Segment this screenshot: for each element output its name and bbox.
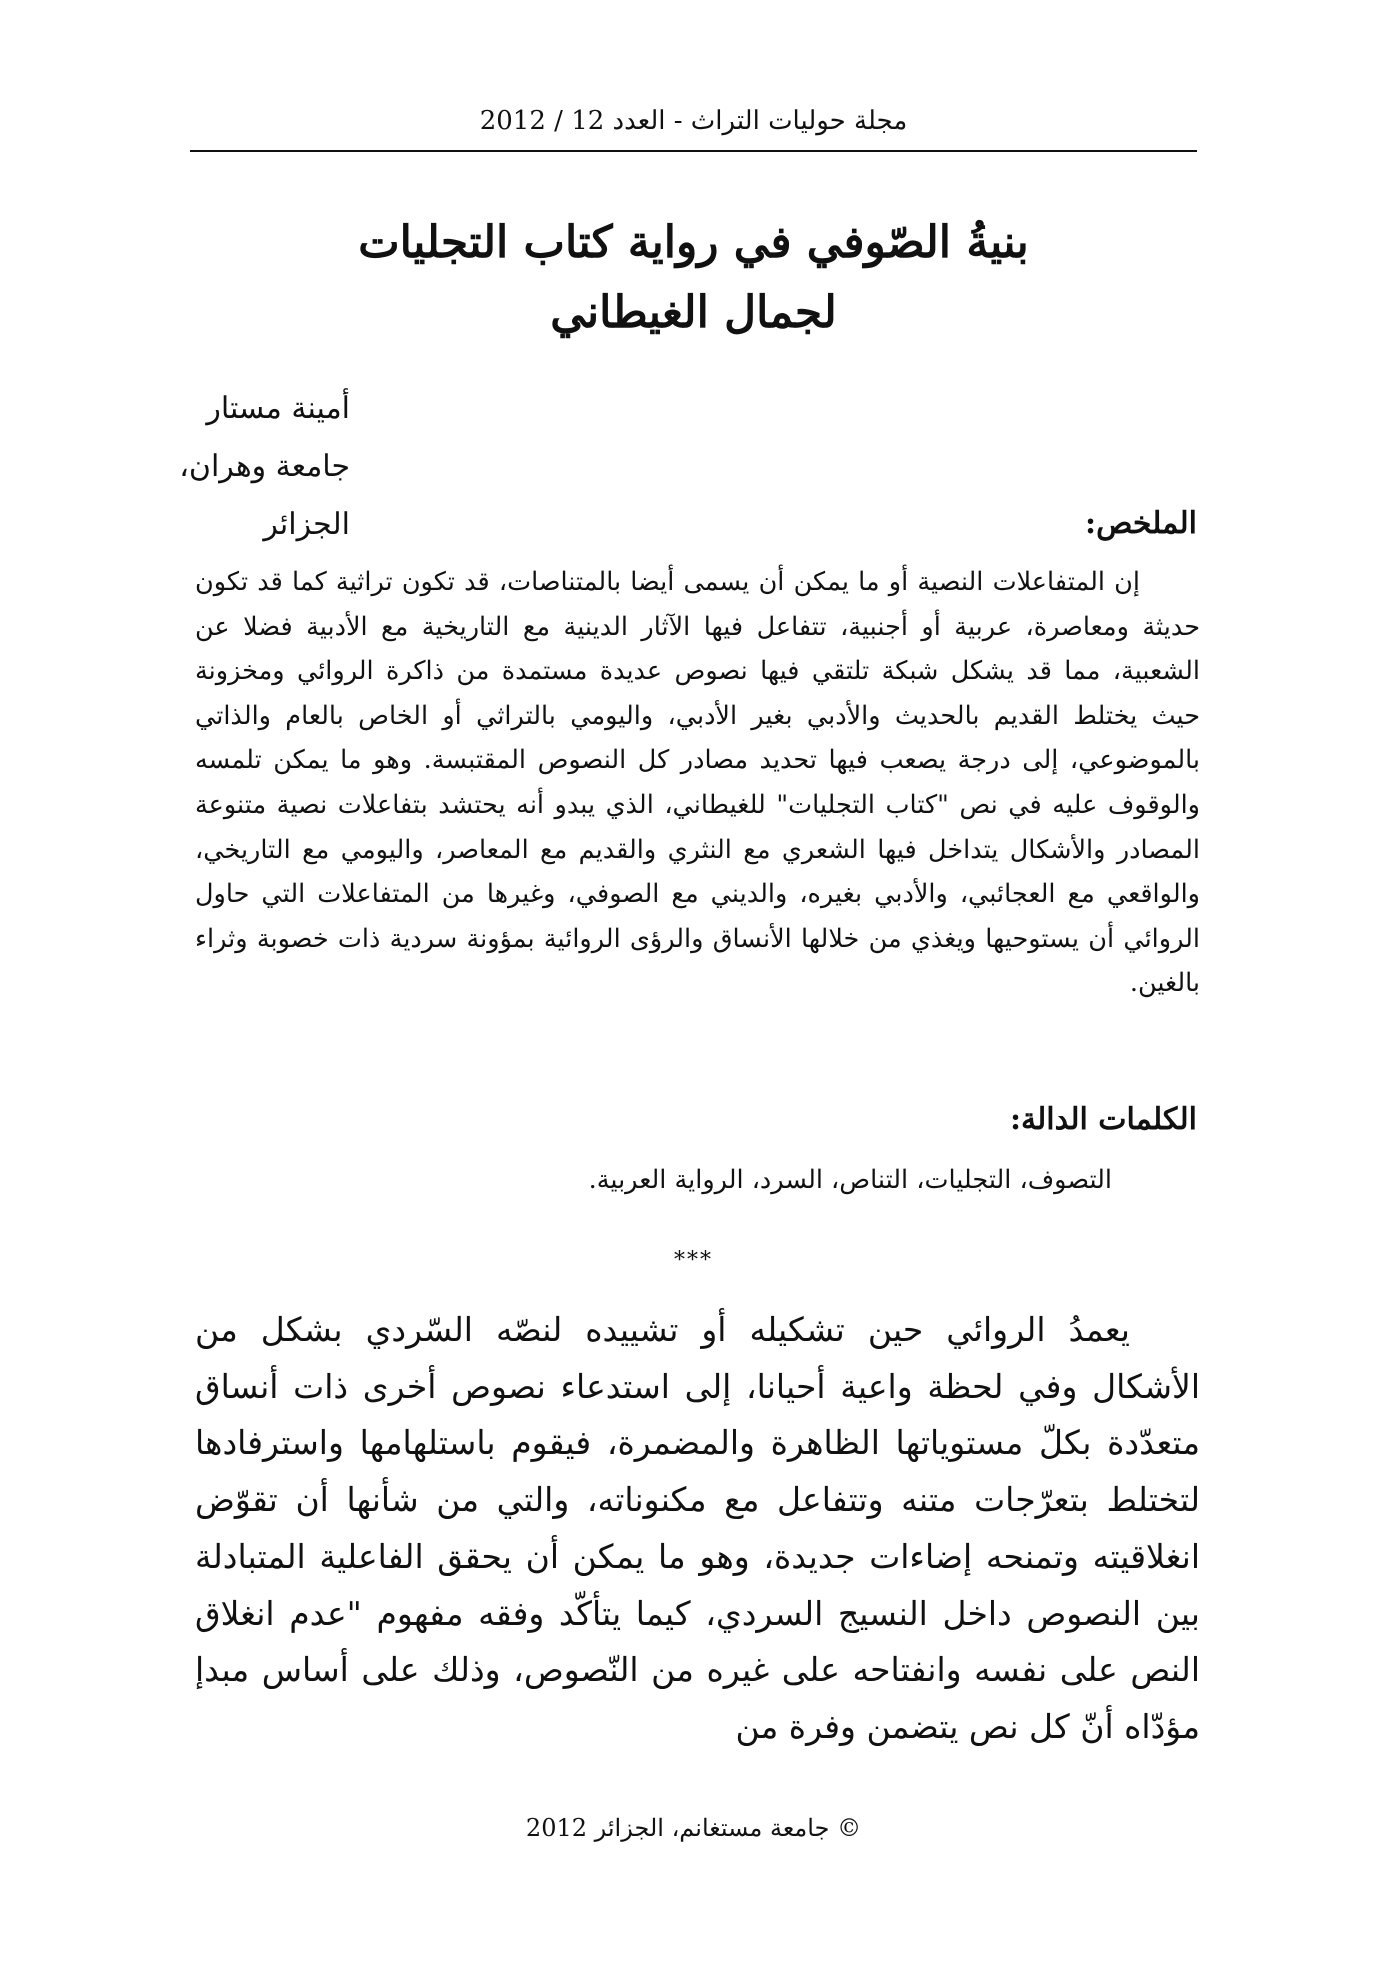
abstract-paragraph: إن المتفاعلات النصية أو ما يمكن أن يسمى أيضا بالمتناصات، قد تكون تراثية كما قد تكون حديثة ومعاصرة، عربية أو أجنبية، تتفاعل فيها الآثار الدينية مع التاريخية مع الأدبية فضلا عن الشعبية، مما قد يشكل شبكة تلتقي فيها نصوص عديدة مستمدة من ذاكرة الروائي ومخزونة حيث يختلط القديم بالحديث والأدبي بغير الأدبي، واليومي بالتراثي أو الخاص بالعام والذاتي بالموضوعي، إلى درجة يصعب فيها تحديد مصادر كل النصوص المقتبسة. وهو ما يمكن تلمسه والوقوف عليه في نص "كتاب التجليات" للغيطاني، الذي يبدو أنه يحتشد بتفاعلات نصية متنوعة المصادر والأشكال يتداخل فيها الشعري مع النثري والقديم مع المعاصر، واليومي مع التاريخي، والواقعي مع العجائبي، والأدبي بغيره، والديني مع الصوفي، وغيرها من المتفاعلات التي حاول الروائي أن يستوحيها ويغذي من خلالها الأنساق والرؤى الروائية بمؤونة سردية ذات خصوبة وثراء بالغين.	[195, 567, 1200, 999]
abstract-body	[195, 560, 1200, 1006]
main-body	[195, 1302, 1200, 1756]
title-line-2: لجمال الغيطاني	[550, 287, 837, 338]
author-block	[140, 380, 350, 554]
section-separator: ***	[674, 1248, 713, 1273]
author-name: أمينة مستار	[206, 391, 350, 426]
title-line-1: بنيةُ الصّوفي في رواية كتاب التجليات	[358, 217, 1029, 268]
author-affiliation: جامعة وهران، الجزائر	[179, 449, 350, 542]
journal-running-header: مجلة حوليات التراث - العدد 12 / 2012	[479, 106, 908, 136]
copyright-footer: © جامعة مستغانم، الجزائر 2012	[525, 1814, 862, 1842]
abstract-heading: الملخص:	[1085, 506, 1197, 541]
body-paragraph: يعمدُ الروائي حين تشكيله أو تشييده لنصّه السّردي بشكل من الأشكال وفي لحظة واعية أحيانا، إلى استدعاء نصوص أخرى ذات أنساق متعدّدة بكلّ مستوياتها الظاهرة والمضمرة، فيقوم باستلهامها واسترفادها لتختلط بتعرّجات متنه وتتفاعل مع مكنوناته، والتي من شأنها أن تقوّض انغلاقيته وتمنحه إضاءات جديدة، وهو ما يمكن أن يحقق الفاعلية المتبادلة بين النصوص داخل النسيج السردي، كيما يتأكّد وفقه مفهوم "عدم انغلاق النص على نفسه وانفتاحه على غيره من النّصوص، وذلك على أساس مبدإ مؤدّاه أنّ كل نص يتضمن وفرة من	[195, 1310, 1200, 1746]
header-rule	[190, 150, 1197, 152]
keywords-list: التصوف، التجليات، التناص، السرد، الرواية العربية.	[588, 1165, 1112, 1195]
article-title	[190, 208, 1197, 348]
keywords-heading: الكلمات الدالة:	[1009, 1102, 1197, 1137]
